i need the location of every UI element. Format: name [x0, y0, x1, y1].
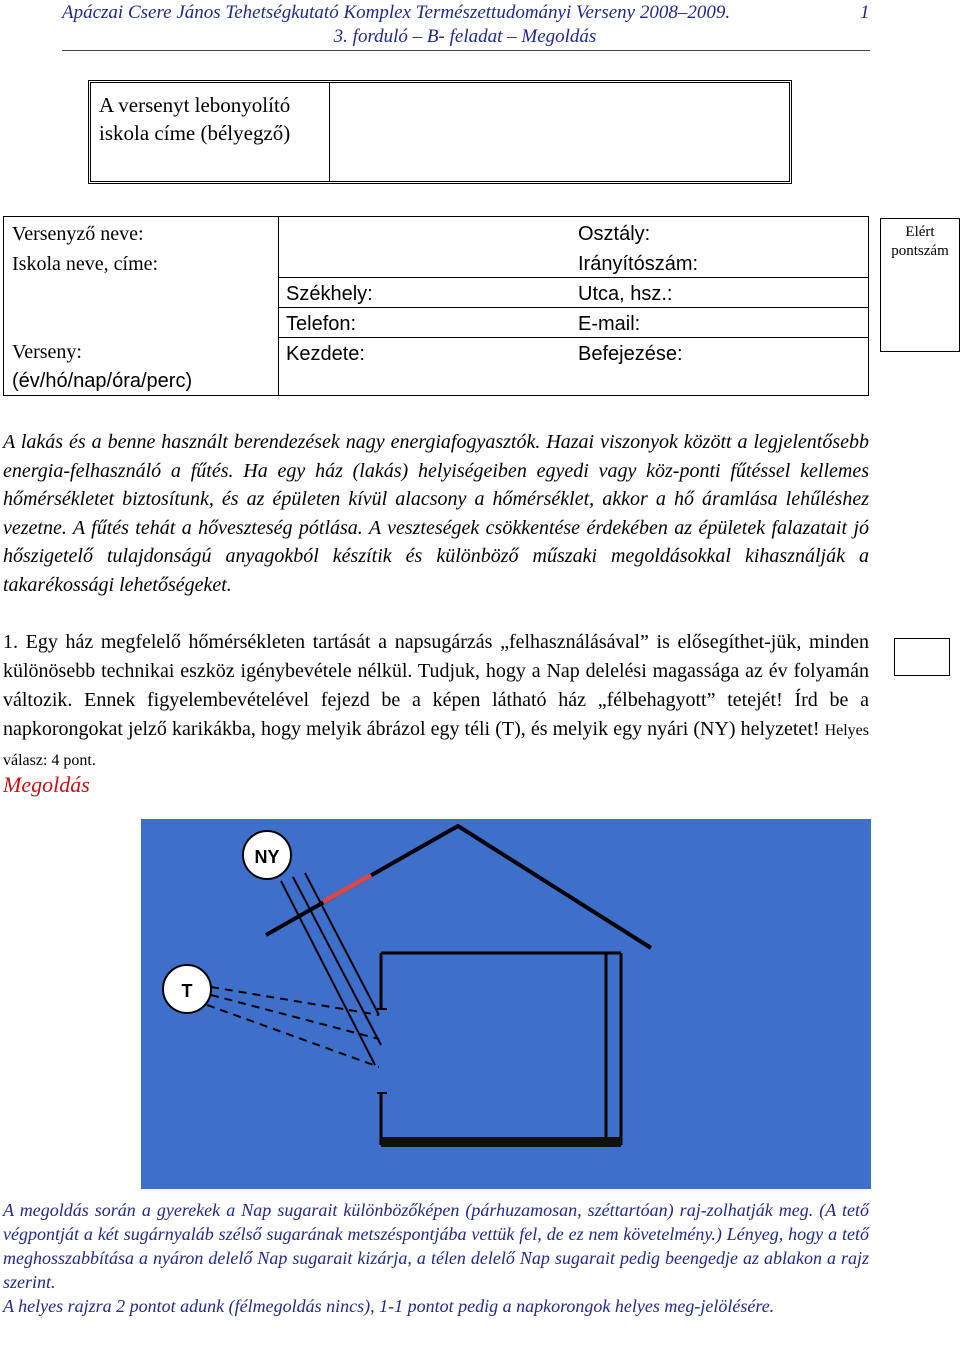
stamp-divider	[329, 83, 330, 181]
score-box	[880, 218, 960, 352]
seat-label: Székhely:	[286, 283, 373, 305]
page-number: 1	[860, 2, 870, 23]
summer-sun-label: NY	[254, 847, 280, 867]
form-row-divider	[278, 277, 868, 278]
question-paragraph	[3, 628, 869, 775]
winter-sun-label: T	[181, 981, 193, 1001]
form-row-divider	[278, 307, 868, 308]
school-name-label: Iskola neve, címe:	[12, 253, 159, 275]
question-points: Helyes válasz: 4 pont.	[3, 722, 870, 769]
explanation-paragraph-2: A helyes rajzra 2 pontot adunk (félmegoldás nincs), 1-1 pontot pedig a napkorongok helyes meg-jelölésére.	[3, 1296, 775, 1316]
competition-title-text: Apáczai Csere János Tehetségkutató Komplex Természettudományi Verseny 2008–2009.	[62, 2, 731, 23]
competitor-info-form	[3, 216, 869, 396]
house-diagram	[141, 819, 871, 1189]
competition-label: Verseny:	[12, 341, 82, 363]
explanation-paragraph-1: A megoldás során a gyerekek a Nap sugarait különbözőképen (párhuzamosan, széttartóan) raj-zolhatják meg. (A tető végpontját a két sugárnyaláb szélső sugarának metszéspontjába vettük fel, de ez nem követelmény.) Lényeg, hogy a tető meghosszabbítása a nyáron delelő Nap sugarait kizárja, a télen delelő Nap sugarait pedig beengedje az ablakon a rajz szerint.	[3, 1200, 869, 1292]
email-label: E-mail:	[578, 313, 641, 335]
stamp-label	[99, 91, 290, 147]
start-label: Kezdete:	[286, 343, 365, 365]
solution-label: Megoldás	[3, 772, 90, 797]
class-label: Osztály:	[578, 223, 651, 245]
stamp-label-line1: A versenyt lebonyolító	[99, 93, 291, 117]
house-sun-figure	[141, 819, 871, 1189]
form-column-divider	[278, 217, 279, 395]
school-stamp-box	[88, 80, 792, 184]
intro-paragraph: A lakás és a benne használt berendezések nagy energiafogyasztók. Hazai viszonyok között a legjelentősebb energia-felhasználó a fűtés. Ha egy ház (lakás) helyiségeiben egyedi vagy köz-ponti fűtéssel kellemes hőmérsékletet biztosítunk, és az épületen kívül alacsony a hőmérséklet, akkor a hő áramlása lehűléshez vezetne. A fűtés tehát a hőveszteség pótlása. A veszteségek csökkentése érdekében az épületek falazatait jó hőszigetelő tulajdonságú anyagokból készítik és különböző műszaki megoldásokkal kihasználják a takarékossági lehetőségeket.	[3, 431, 869, 596]
question-1	[3, 628, 869, 775]
stamp-label-line2: iskola címe (bélyegző)	[99, 121, 291, 145]
figure-background	[141, 819, 871, 1189]
solution-explanation	[3, 1198, 869, 1318]
score-box-line2: pontszám	[891, 243, 949, 259]
street-label: Utca, hsz.:	[578, 283, 673, 305]
question-score-box	[894, 638, 950, 676]
form-row-divider	[278, 337, 868, 338]
end-label: Befejezése:	[578, 343, 683, 365]
round-title: 3. forduló – B- feladat – Megoldás	[333, 26, 597, 47]
competition-title	[62, 2, 882, 24]
floor	[381, 1137, 621, 1147]
postal-code-label: Irányítószám:	[578, 253, 699, 275]
question-text: 1. Egy ház megfelelő hőmérsékleten tartását a napsugárzás „felhasználásával” is elősegíthet-jük, minden különösebb technikai eszköz igénybevétele nélkül. Tudjuk, hogy a Nap delelési magassága az év folyamán változik. Ennek figyelembevételével fejezd be a képen látható ház „félbehagyott” tetejét! Írd be a napkorongokat jelző karikákba, hogy melyik ábrázol egy téli (T), és melyik egy nyári (NY) helyzetet!	[3, 631, 869, 740]
header-rule	[62, 50, 870, 51]
competitor-name-label: Versenyző neve:	[12, 223, 144, 245]
phone-label: Telefon:	[286, 313, 357, 335]
score-box-line1: Elért	[905, 224, 935, 240]
datetime-format-label: (év/hó/nap/óra/perc)	[12, 370, 193, 392]
intro-text	[3, 428, 869, 599]
